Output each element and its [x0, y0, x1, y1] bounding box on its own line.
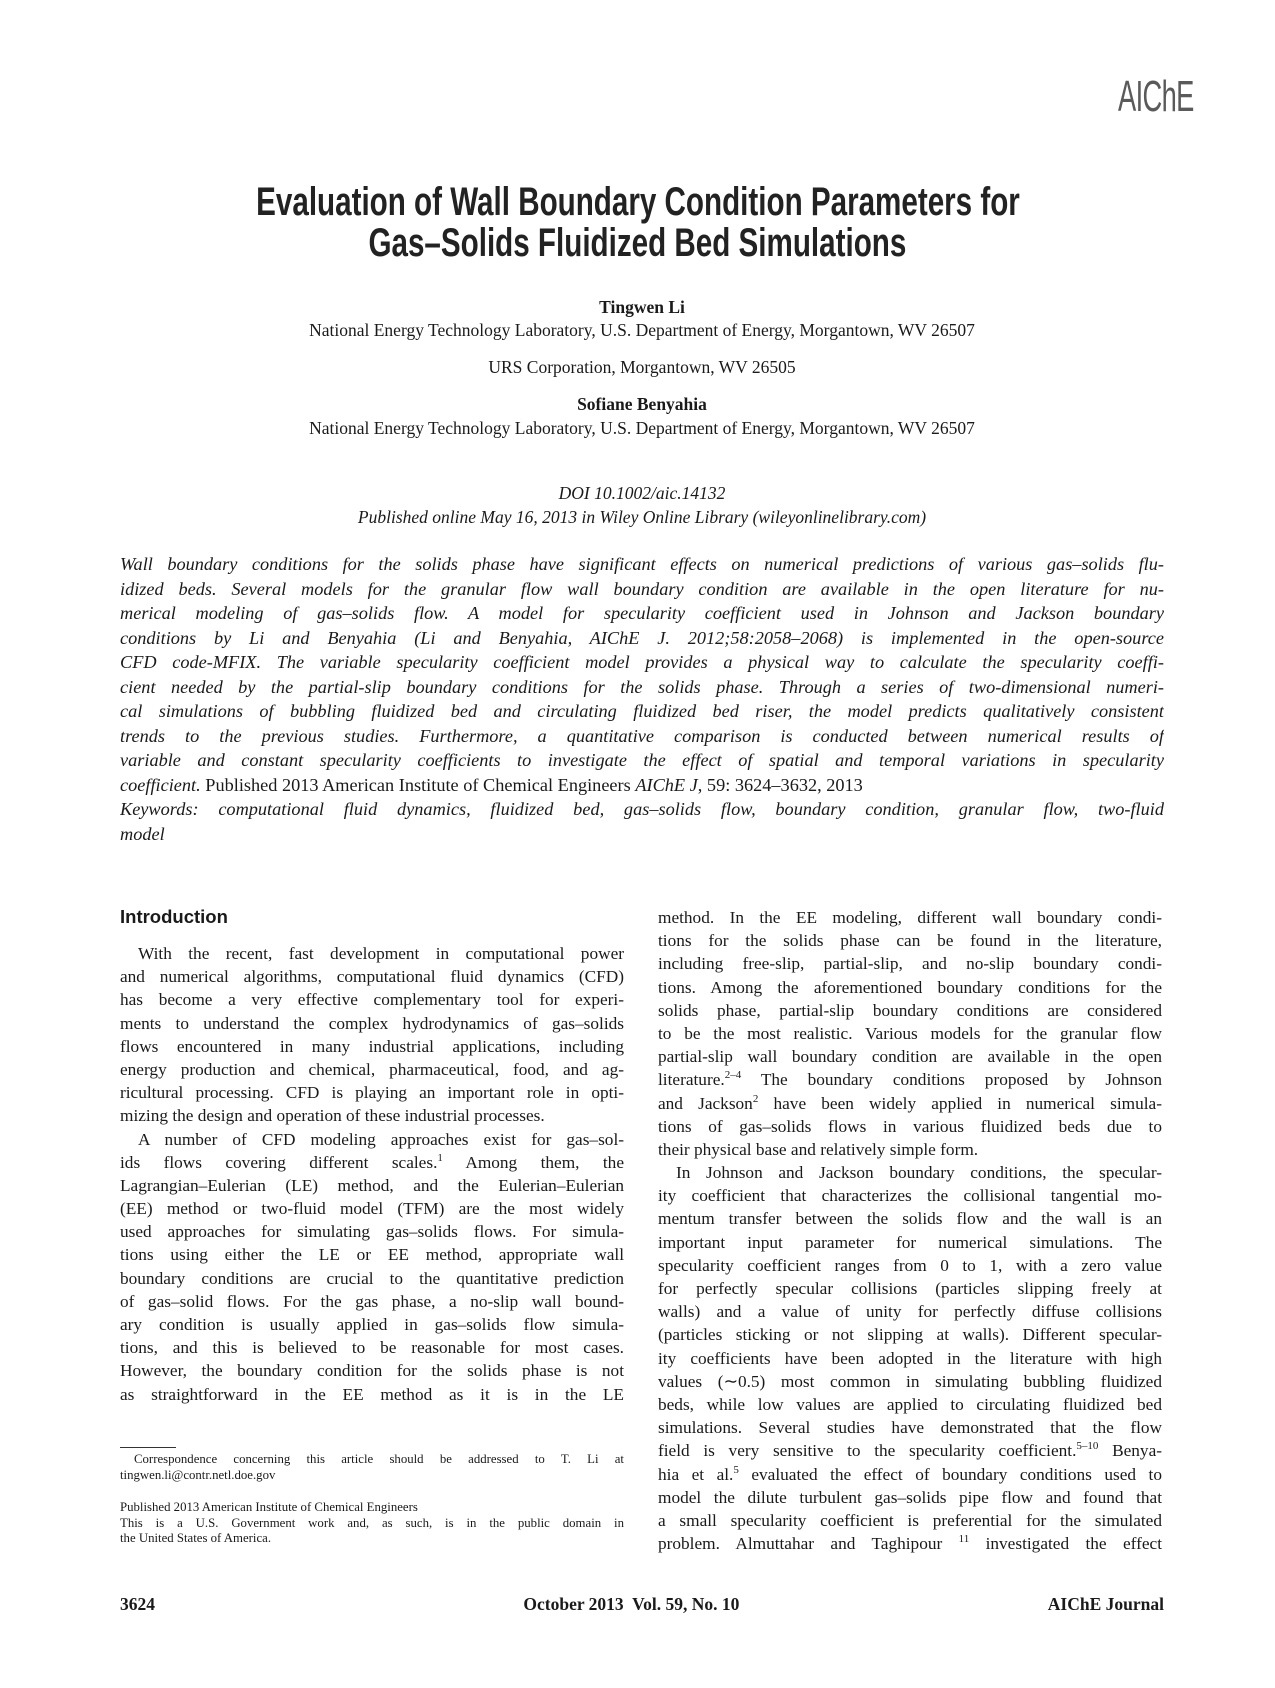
- citation-superscript[interactable]: 11: [958, 1533, 970, 1546]
- text-line: their physical base and relatively simple form.: [658, 1139, 979, 1159]
- text-line: [658, 1463, 1162, 1486]
- footnote-line: This is a U.S. Government work and, as such, is in the public domain in: [120, 1515, 624, 1530]
- issue-info: October 2013 Vol. 59, No. 10: [523, 1594, 740, 1614]
- text-segment: ids flows covering different scales.: [120, 1152, 438, 1172]
- text-line: specularity coefficient ranges from 0 to 1, with a zero value: [658, 1255, 1162, 1275]
- text-line: [658, 1439, 1162, 1462]
- text-line: important input parameter for numerical simulations. The: [658, 1232, 1162, 1252]
- text-line: However, the boundary condition for the solids phase is not: [120, 1361, 624, 1381]
- citation: Published 2013 American Institute of Chemical Engineers: [200, 774, 636, 795]
- text-line: tions for the solids phase can be found in the literature,: [658, 931, 1162, 951]
- text-segment: problem. Almuttahar and Taghipour: [658, 1534, 959, 1554]
- doi: DOI 10.1002/aic.14132: [558, 483, 726, 503]
- text-line: a small specularity coefficient is preferential for the simulated: [658, 1510, 1162, 1530]
- left-column: [120, 942, 624, 1406]
- footnote-line: the United States of America.: [120, 1531, 272, 1545]
- text-line: walls) and a value of unity for perfectly diffuse collisions: [658, 1302, 1162, 1322]
- title-line-1: Evaluation of Wall Boundary Condition Parameters for: [255, 180, 1020, 224]
- paragraph: [658, 1161, 1162, 1555]
- text-line: flows encountered in many industrial applications, including: [120, 1036, 624, 1056]
- citation-superscript[interactable]: 5–10: [1076, 1440, 1099, 1453]
- author-affiliation: URS Corporation, Morgantown, WV 26505: [488, 357, 796, 377]
- text-segment: investigated the effect: [969, 1534, 1162, 1554]
- text-line: values (∼0.5) most common in simulating bubbling fluidized: [658, 1371, 1162, 1391]
- text-line: used approaches for simulating gas–solids flows. For simula-: [120, 1222, 624, 1242]
- text-line: tions of gas–solids flows in various fluidized beds due to: [658, 1116, 1162, 1136]
- text-line: idized beds. Several models for the granular flow wall boundary condition are available in the open literature for nu-: [120, 578, 1164, 599]
- text-line: beds, while low values are applied to circulating fluidized bed: [658, 1394, 1162, 1414]
- text-line: energy production and chemical, pharmaceutical, food, and ag-: [120, 1059, 624, 1079]
- text-segment: and Jackson: [658, 1093, 753, 1113]
- correspondence-footnote: [120, 1452, 624, 1483]
- abstract-line: [120, 773, 1164, 798]
- right-column: [658, 906, 1162, 1555]
- text-line: [658, 1092, 1162, 1115]
- text-line: In Johnson and Jackson boundary conditions, the specular-: [676, 1163, 1162, 1183]
- citation-superscript[interactable]: 2: [752, 1092, 759, 1105]
- paragraph: [120, 942, 624, 1128]
- footnote-email[interactable]: tingwen.li@contr.netl.doe.gov: [120, 1467, 276, 1482]
- text-line: A number of CFD modeling approaches exist for gas–sol-: [138, 1129, 624, 1149]
- author-name: Sofiane Benyahia: [577, 394, 707, 414]
- text-line: (EE) method or two-fluid model (TFM) are the most widely: [120, 1199, 624, 1219]
- journal-name: AIChE Journal: [1047, 1594, 1164, 1614]
- text-segment: literature.: [658, 1070, 725, 1090]
- text-line: partial-slip wall boundary condition are available in the open: [658, 1047, 1162, 1067]
- text-line: Wall boundary conditions for the solids phase have significant effects on numerical predictions of various gas–solids flu-: [120, 554, 1164, 574]
- text-segment: The boundary conditions proposed by Johnson: [741, 1070, 1162, 1090]
- abstract: [120, 552, 1164, 846]
- text-line: cient needed by the partial-slip boundary conditions for the solids phase. Through a series of two-dimensional numeri-: [120, 676, 1164, 697]
- text-line: tions, and this is believed to be reasonable for most cases.: [120, 1338, 624, 1358]
- text-line: [658, 1532, 1162, 1555]
- journal-name: AIChE J: [635, 774, 698, 795]
- text-line: tions. Among the aforementioned boundary conditions for the: [658, 977, 1162, 997]
- title-line-2: Gas–Solids Fluidized Bed Simulations: [368, 221, 907, 265]
- page-number: 3624: [120, 1594, 155, 1614]
- abstract-text: coefficient.: [120, 774, 201, 795]
- paragraph: [658, 906, 1162, 1161]
- text-segment: Benya-: [1098, 1441, 1162, 1461]
- published-online: Published online May 16, 2013 in Wiley Online Library (wileyonlinelibrary.com): [357, 507, 927, 527]
- text-line: model the dilute turbulent gas–solids pipe flow and found that: [658, 1487, 1162, 1507]
- footnote-rule: [120, 1447, 176, 1448]
- text-line: ricultural processing. CFD is playing an important role in opti-: [120, 1083, 624, 1103]
- text-line: CFD code-MFIX. The variable specularity coefficient model provides a physical way to calculate the specularity coeffi-: [120, 652, 1164, 672]
- footnote-line: Correspondence concerning this article should be addressed to T. Li at: [134, 1452, 624, 1466]
- text-line: [120, 1151, 624, 1174]
- citation-tail: , 59: 3624–3632, 2013: [697, 774, 863, 795]
- text-line: ments to understand the complex hydrodynamics of gas–solids: [120, 1013, 624, 1033]
- author-affiliation: National Energy Technology Laboratory, U.S. Department of Energy, Morgantown, WV 26507: [309, 320, 975, 340]
- text-segment: evaluated the effect of boundary conditions used to: [738, 1464, 1162, 1484]
- page-footer: [120, 1594, 1164, 1615]
- text-line: method. In the EE modeling, different wall boundary condi-: [658, 908, 1162, 927]
- text-line: With the recent, fast development in computational power: [138, 944, 624, 963]
- text-line: has become a very effective complementary tool for experi-: [120, 990, 624, 1010]
- aiche-logo: AIChE: [1118, 72, 1194, 121]
- text-line: ary condition is usually applied in gas–solids flow simula-: [120, 1315, 624, 1334]
- text-line: boundary conditions are crucial to the quantitative prediction: [120, 1268, 624, 1288]
- text-segment: Among them, the: [442, 1152, 624, 1172]
- citation-superscript[interactable]: 5: [733, 1463, 739, 1476]
- text-line: trends to the previous studies. Furthermore, a quantitative comparison is conducted between numerical results of: [120, 725, 1164, 746]
- text-line: for perfectly specular collisions (particles slipping freely at: [658, 1279, 1162, 1298]
- citation-superscript[interactable]: 1: [437, 1151, 443, 1164]
- section-heading: Introduction: [120, 906, 228, 927]
- text-line: cal simulations of bubbling fluidized bed and circulating fluidized bed riser, the model predicts qualitatively consistent: [120, 701, 1164, 721]
- text-line: solids phase, partial-slip boundary conditions are considered: [658, 1000, 1162, 1020]
- paragraph: [120, 1128, 624, 1406]
- text-line: to be the most realistic. Various models for the granular flow: [658, 1023, 1162, 1043]
- author-affiliation: National Energy Technology Laboratory, U.S. Department of Energy, Morgantown, WV 26507: [309, 418, 975, 438]
- author-name: Tingwen Li: [599, 297, 685, 317]
- text-line: (particles sticking or not slipping at walls). Different specular-: [658, 1325, 1162, 1345]
- copyright-footnote: [120, 1500, 624, 1547]
- text-line: as straightforward in the EE method as it is in the LE: [120, 1384, 624, 1404]
- text-line: of gas–solid flows. For the gas phase, a no-slip wall bound-: [120, 1291, 624, 1311]
- text-line: Lagrangian–Eulerian (LE) method, and the Eulerian–Eulerian: [120, 1175, 624, 1195]
- text-line: [658, 1068, 1162, 1091]
- text-line: conditions by Li and Benyahia (Li and Benyahia, AIChE J. 2012;58:2058–2068) is implemented in the open-source: [120, 627, 1164, 648]
- keywords-line: Keywords: computational fluid dynamics, fluidized bed, gas–solids flow, boundary condition, granular flow, two-fluid: [120, 799, 1164, 819]
- text-line: mizing the design and operation of these industrial processes.: [120, 1106, 545, 1126]
- text-line: mentum transfer between the solids flow and the wall is an: [658, 1209, 1162, 1229]
- text-segment: have been widely applied in numerical simula-: [758, 1093, 1162, 1113]
- text-line: simulations. Several studies have demonstrated that the flow: [658, 1418, 1162, 1438]
- text-line: merical modeling of gas–solids flow. A model for specularity coefficient used in Johnson and Jackson boundary: [120, 603, 1164, 623]
- citation-superscript[interactable]: 2–4: [724, 1069, 742, 1082]
- text-segment: field is very sensitive to the specularity coefficient.: [658, 1441, 1077, 1461]
- text-line: and numerical algorithms, computational fluid dynamics (CFD): [120, 967, 624, 987]
- text-line: ity coefficient that characterizes the collisional tangential mo-: [658, 1186, 1162, 1206]
- text-line: including free-slip, partial-slip, and no-slip boundary condi-: [658, 954, 1162, 974]
- footnote-line: Published 2013 American Institute of Chemical Engineers: [120, 1500, 418, 1514]
- text-line: variable and constant specularity coefficients to investigate the effect of spatial and temporal variations in specularity: [120, 750, 1164, 770]
- keywords-line: model: [120, 823, 165, 844]
- text-line: tions using either the LE or EE method, appropriate wall: [120, 1245, 624, 1265]
- text-line: ity coefficients have been adopted in the literature with high: [658, 1348, 1162, 1368]
- text-segment: hia et al.: [658, 1464, 734, 1484]
